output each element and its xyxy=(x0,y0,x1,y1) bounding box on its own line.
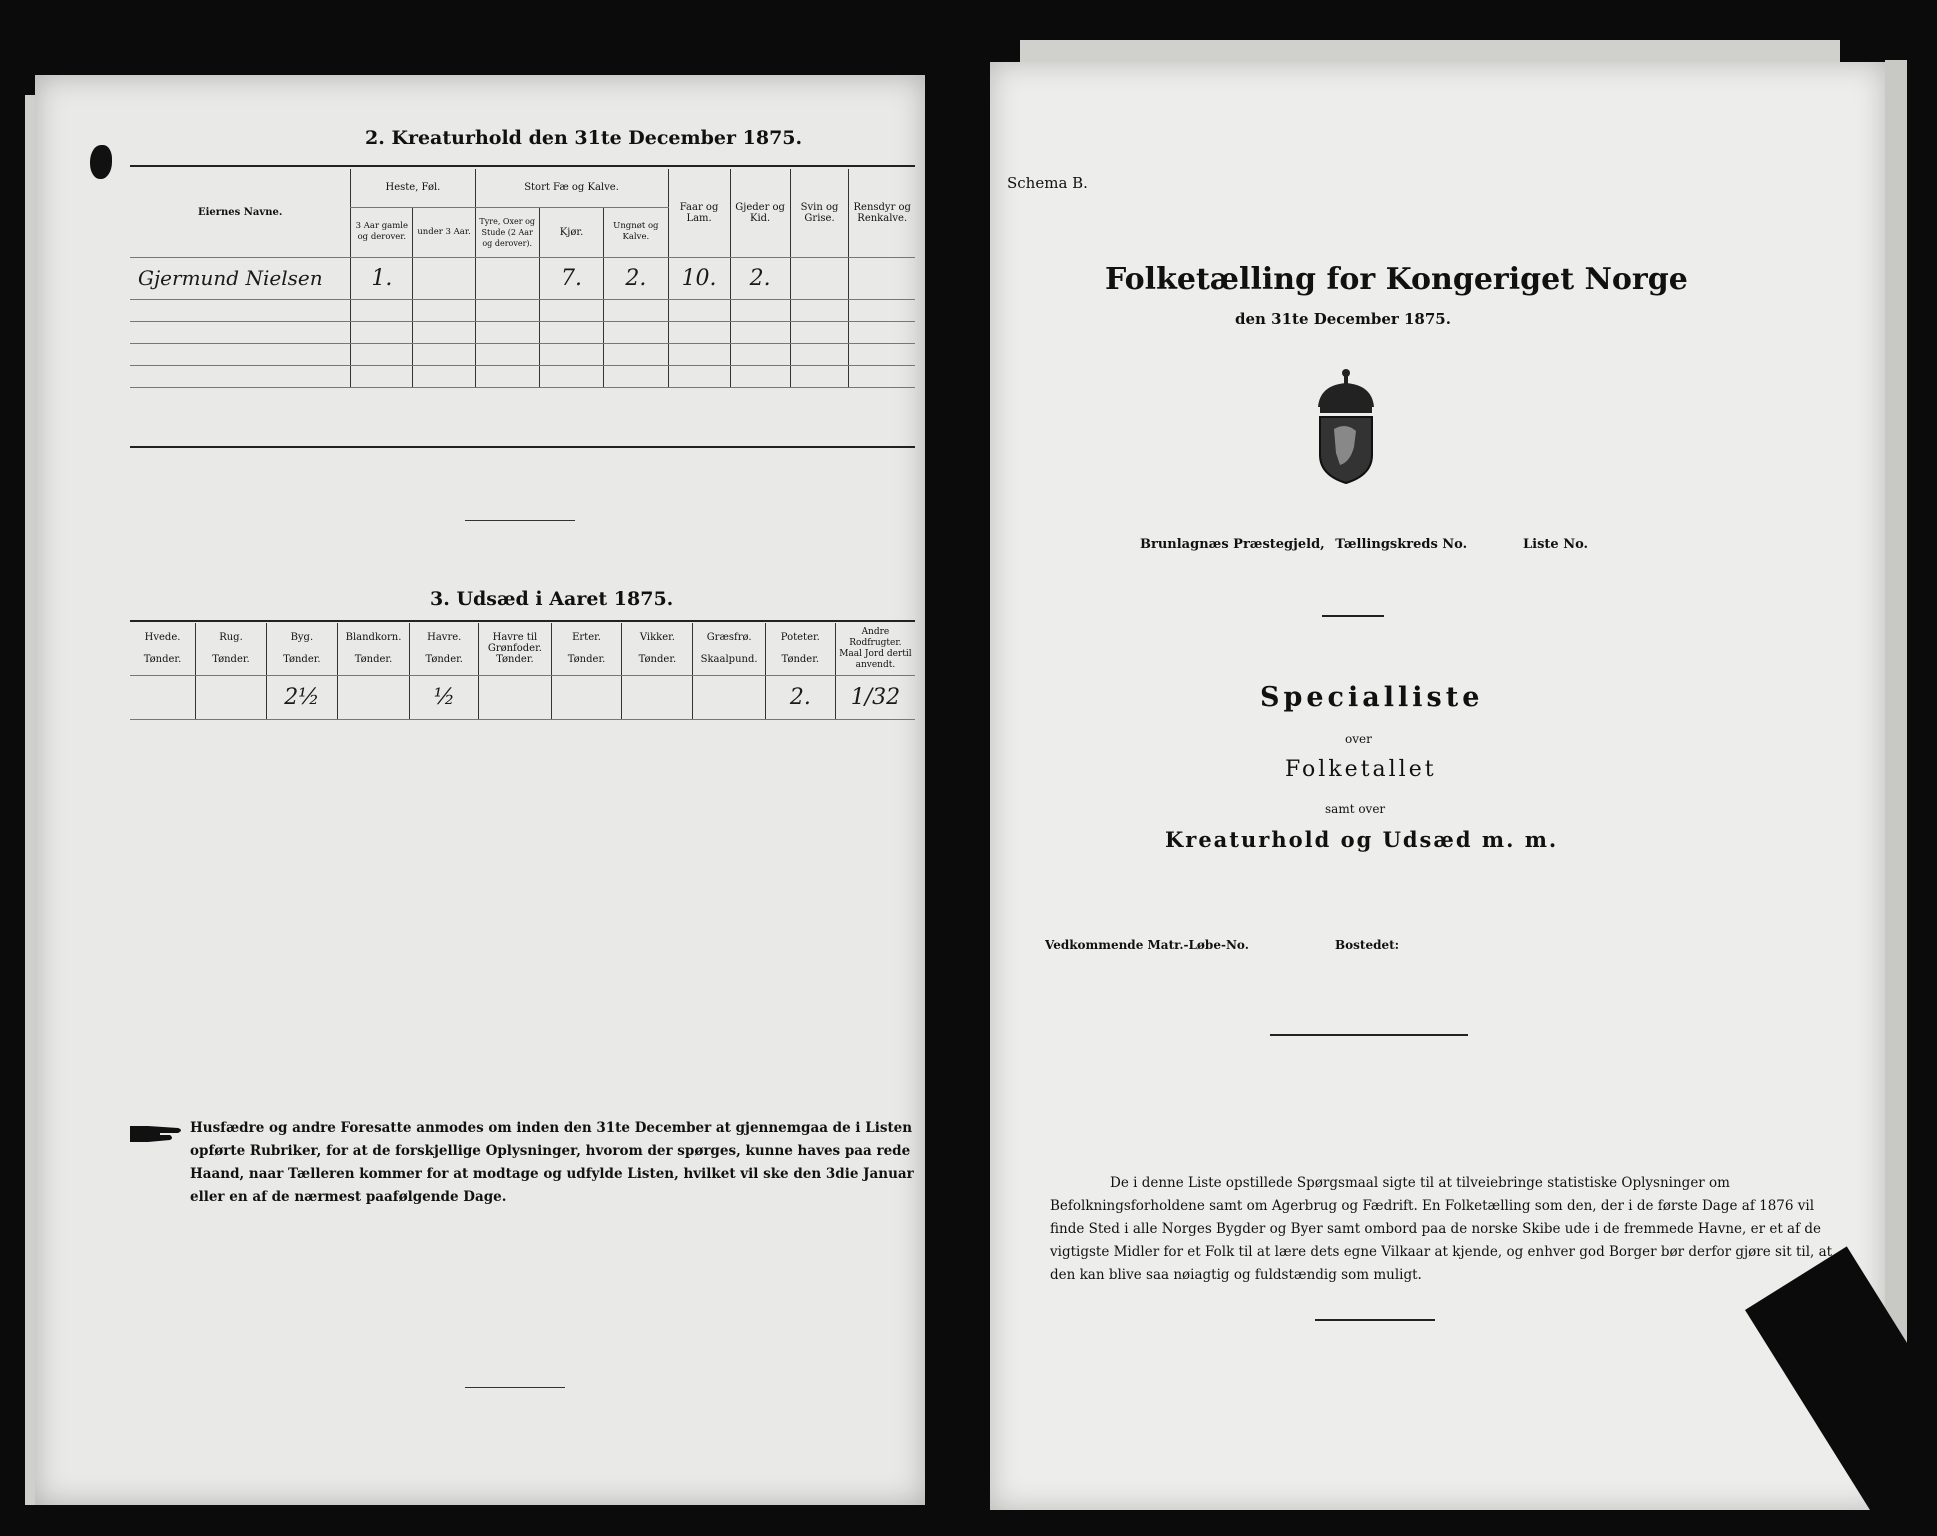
tyre-header: Tyre, Oxer og Stude (2 Aar og derover). xyxy=(475,207,539,257)
folketallet-label: Folketallet xyxy=(1285,757,1437,782)
right-page-stack-side xyxy=(1885,60,1907,1460)
heste-young-header: under 3 Aar. xyxy=(413,207,475,257)
notice-text: Husfædre og andre Foresatte anmodes om inden den 31te December at gjennemgaa de i Listen opførte Rubriker, for at de forskjellige Oplysninger, hvorom der spørges, kunne haves paa rede Haand, naar Tælleren kommer for at modtage og udfylde Listen, hvilket vil ske den 3die Januar eller en af de nærmest paafølgende Dage. xyxy=(190,1120,914,1205)
gjeder-cell: 2. xyxy=(730,257,790,299)
col-rodfrugter: Andre Rodfrugter. Maal Jord dertil anvendt. xyxy=(835,623,915,675)
gjeder-header: Gjeder og Kid. xyxy=(730,169,790,257)
district-line xyxy=(1140,537,1700,552)
census-title: Folketælling for Kongeriget Norge xyxy=(1105,262,1688,297)
signature-line xyxy=(1270,1034,1468,1036)
vikker-cell xyxy=(622,675,693,719)
census-date: den 31te December 1875. xyxy=(1235,310,1451,328)
right-page xyxy=(990,62,1885,1510)
table-row xyxy=(130,257,915,299)
hvede-cell xyxy=(130,675,196,719)
intro-text: De i denne Liste opstillede Spørgsmaal sigte til at tilveiebringe statistiske Oplysninger om Befolkningsforholdene samt om Agerbrug og Fædrift. En Folketælling som den, der i de første Dage af 1876 vil finde Sted i alle Norges Bygder og Byer samt ombord paa de norske Skibe ude i de fremmede Havne, er et af de vigtigste Midler for et Folk til at lære dets egne Vilkaar at kjende, og enhver god Borger bør derfor gjøre sit til, at den kan blive saa nøiagtig og fuldstændig som muligt. xyxy=(1050,1175,1833,1283)
col-graesfro: Græsfrø. Skaalpund. xyxy=(693,623,765,675)
rug-cell xyxy=(196,675,267,719)
svin-cell xyxy=(790,257,849,299)
col-blandkorn: Blandkorn. Tønder. xyxy=(337,623,409,675)
col-vikker: Vikker. Tønder. xyxy=(622,623,693,675)
col-erter: Erter. Tønder. xyxy=(551,623,622,675)
bostedet-label: Bostedet: xyxy=(1335,938,1400,952)
separator-dash xyxy=(465,520,575,521)
section3-title: 3. Udsæd i Aaret 1875. xyxy=(430,588,674,610)
col-havre: Havre. Tønder. xyxy=(410,623,479,675)
pointing-hand-icon xyxy=(130,1122,184,1144)
tyre-cell xyxy=(475,257,539,299)
right-page-stack-top xyxy=(1020,40,1840,64)
ink-blot xyxy=(90,145,112,179)
col-hvede: Hvede. Tønder. xyxy=(130,623,196,675)
over-label: over xyxy=(1345,732,1372,746)
table-row xyxy=(130,343,915,365)
matr-label: Vedkommende Matr.-Løbe-No. xyxy=(1045,938,1249,952)
seed-table xyxy=(130,623,915,720)
rodfrugter-cell: 1/32 xyxy=(835,675,915,719)
havre-gronfoder-cell xyxy=(479,675,551,719)
heste-young-cell xyxy=(413,257,475,299)
separator-dash xyxy=(1322,615,1384,617)
kreds-label: Tællingskreds No. xyxy=(1335,537,1468,552)
heste-header: Heste, Føl. xyxy=(351,169,475,207)
left-page xyxy=(35,75,925,1505)
section2-bottom-rule xyxy=(130,446,915,448)
section2-top-rule xyxy=(130,165,915,167)
col-byg: Byg. Tønder. xyxy=(266,623,337,675)
table-row xyxy=(130,675,915,719)
section2-title: 2. Kreaturhold den 31te December 1875. xyxy=(365,127,803,149)
svin-header: Svin og Grise. xyxy=(790,169,849,257)
byg-cell: 2½ xyxy=(266,675,337,719)
kreaturhold-heading: Kreaturhold og Udsæd m. m. xyxy=(1165,827,1559,852)
ungnot-header: Ungnøt og Kalve. xyxy=(604,207,668,257)
table-row xyxy=(130,365,915,387)
samt-over-label: samt over xyxy=(1325,802,1386,816)
col-havre-gronfoder: Havre til Grønfoder. Tønder. xyxy=(479,623,551,675)
erter-cell xyxy=(551,675,622,719)
table-row xyxy=(130,299,915,321)
graesfro-cell xyxy=(693,675,765,719)
stort-fae-header: Stort Fæ og Kalve. xyxy=(475,169,668,207)
seed-header-row xyxy=(130,623,915,675)
kjor-header: Kjør. xyxy=(539,207,603,257)
liste-label: Liste No. xyxy=(1523,537,1589,552)
poteter-cell: 2. xyxy=(765,675,835,719)
section3-top-rule xyxy=(130,620,915,622)
owner-name: Gjermund Nielsen xyxy=(130,257,351,299)
faar-header: Faar og Lam. xyxy=(668,169,730,257)
schema-label: Schema B. xyxy=(1007,174,1088,192)
bottom-dash xyxy=(1315,1319,1435,1321)
col-rug: Rug. Tønder. xyxy=(196,623,267,675)
heste-old-header: 3 Aar gamle og derover. xyxy=(351,207,413,257)
specialliste-heading: Specialliste xyxy=(1260,682,1484,713)
havre-cell: ½ xyxy=(410,675,479,719)
blandkorn-cell xyxy=(337,675,409,719)
rensdyr-cell xyxy=(849,257,915,299)
norwegian-coat-of-arms-icon xyxy=(1310,367,1382,485)
parish-label: Brunlagnæs Præstegjeld, xyxy=(1140,537,1325,552)
kjor-cell: 7. xyxy=(539,257,603,299)
heste-old-cell: 1. xyxy=(351,257,413,299)
faar-cell: 10. xyxy=(668,257,730,299)
bottom-dash xyxy=(465,1387,565,1388)
col-poteter: Poteter. Tønder. xyxy=(765,623,835,675)
ungnot-cell: 2. xyxy=(604,257,668,299)
table-row xyxy=(130,321,915,343)
owner-header: Eiernes Navne. xyxy=(130,169,351,257)
livestock-table xyxy=(130,169,915,388)
rensdyr-header: Rensdyr og Renkalve. xyxy=(849,169,915,257)
